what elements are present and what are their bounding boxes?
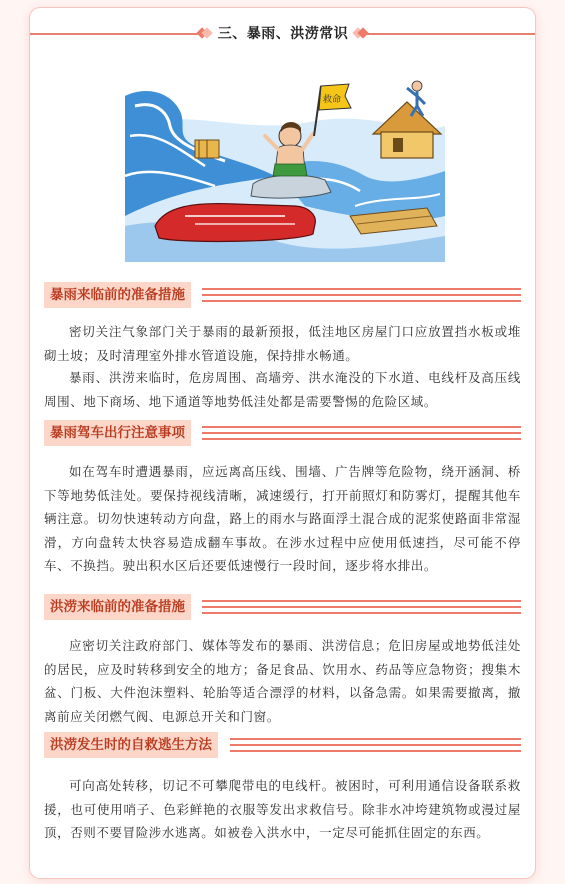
header-line-right	[366, 33, 535, 35]
heading-stripes	[202, 426, 521, 440]
heading-stripes	[202, 288, 521, 302]
paragraph: 应密切关注政府部门、媒体等发布的暴雨、洪涝信息；危旧房屋或地势低洼处的居民，应及时转移到安全的地方；备足食品、饮用水、药品等应急物资；搜集木盆、门板、大件泡沫塑料、轮胎等适合漂浮的材料，以备急需。如果需要撤离，撤离前应关闭燃气阀、电源总开关和门窗。	[44, 638, 521, 724]
header-line-left	[30, 33, 198, 35]
section-title: 暴雨来临前的准备措施	[44, 282, 191, 308]
page-title: 三、暴雨、洪涝常识	[217, 26, 349, 42]
heading-stripes	[230, 738, 521, 752]
section-title: 暴雨驾车出行注意事项	[44, 420, 191, 446]
heading-stripes	[202, 600, 521, 614]
section-title: 洪涝来临前的准备措施	[44, 594, 191, 620]
section-heading-prep-flood	[44, 594, 521, 620]
paragraph: 如在驾车时遭遇暴雨，应远离高压线、围墙、广告牌等危险物，绕开涵洞、桥下等地势低洼处。要保持视线清晰，减速缓行，打开前照灯和防雾灯，提醒其他车辆注意。切勿快速转动方向盘，路上的雨水与路面浮土混合成的泥浆使路面非常湿滑，方向盘转太快容易造成翻车事故。在涉水过程中应使用低速挡，尽可能不停车、不换挡。驶出积水区后还要低速慢行一段时间，逐步将水排出。	[44, 464, 521, 573]
section-heading-driving	[44, 420, 521, 446]
paragraph: 密切关注气象部门关于暴雨的最新预报，低洼地区房屋门口应放置挡水板或堆砌土坡；及时清理室外排水管道设施，保持排水畅通。	[44, 324, 521, 363]
article-card	[30, 8, 535, 878]
flag-label: 救命	[323, 95, 342, 105]
section-header	[30, 22, 535, 46]
paragraph: 暴雨、洪涝来临时，危房周围、高墙旁、洪水淹没的下水道、电线杆及高压线周围、地下商场、地下通道等地势低洼处都是需要警惕的危险区域。	[44, 370, 521, 409]
diamond-ornament-right-icon	[354, 27, 366, 39]
section-heading-escape	[44, 732, 521, 758]
diamond-ornament-left-icon	[198, 27, 210, 39]
flood-illustration	[125, 66, 445, 262]
paragraph: 可向高处转移，切记不可攀爬带电的电线杆。被困时，可利用通信设备联系救援，也可使用哨子、色彩鲜艳的衣服等发出求救信号。除非水冲垮建筑物或漫过屋顶，否则不要冒险涉水逃离。如被卷入洪水中，一定尽可能抓住固定的东西。	[44, 778, 521, 840]
section-heading-prep-rain	[44, 282, 521, 308]
section-title: 洪涝发生时的自救逃生方法	[44, 732, 218, 758]
